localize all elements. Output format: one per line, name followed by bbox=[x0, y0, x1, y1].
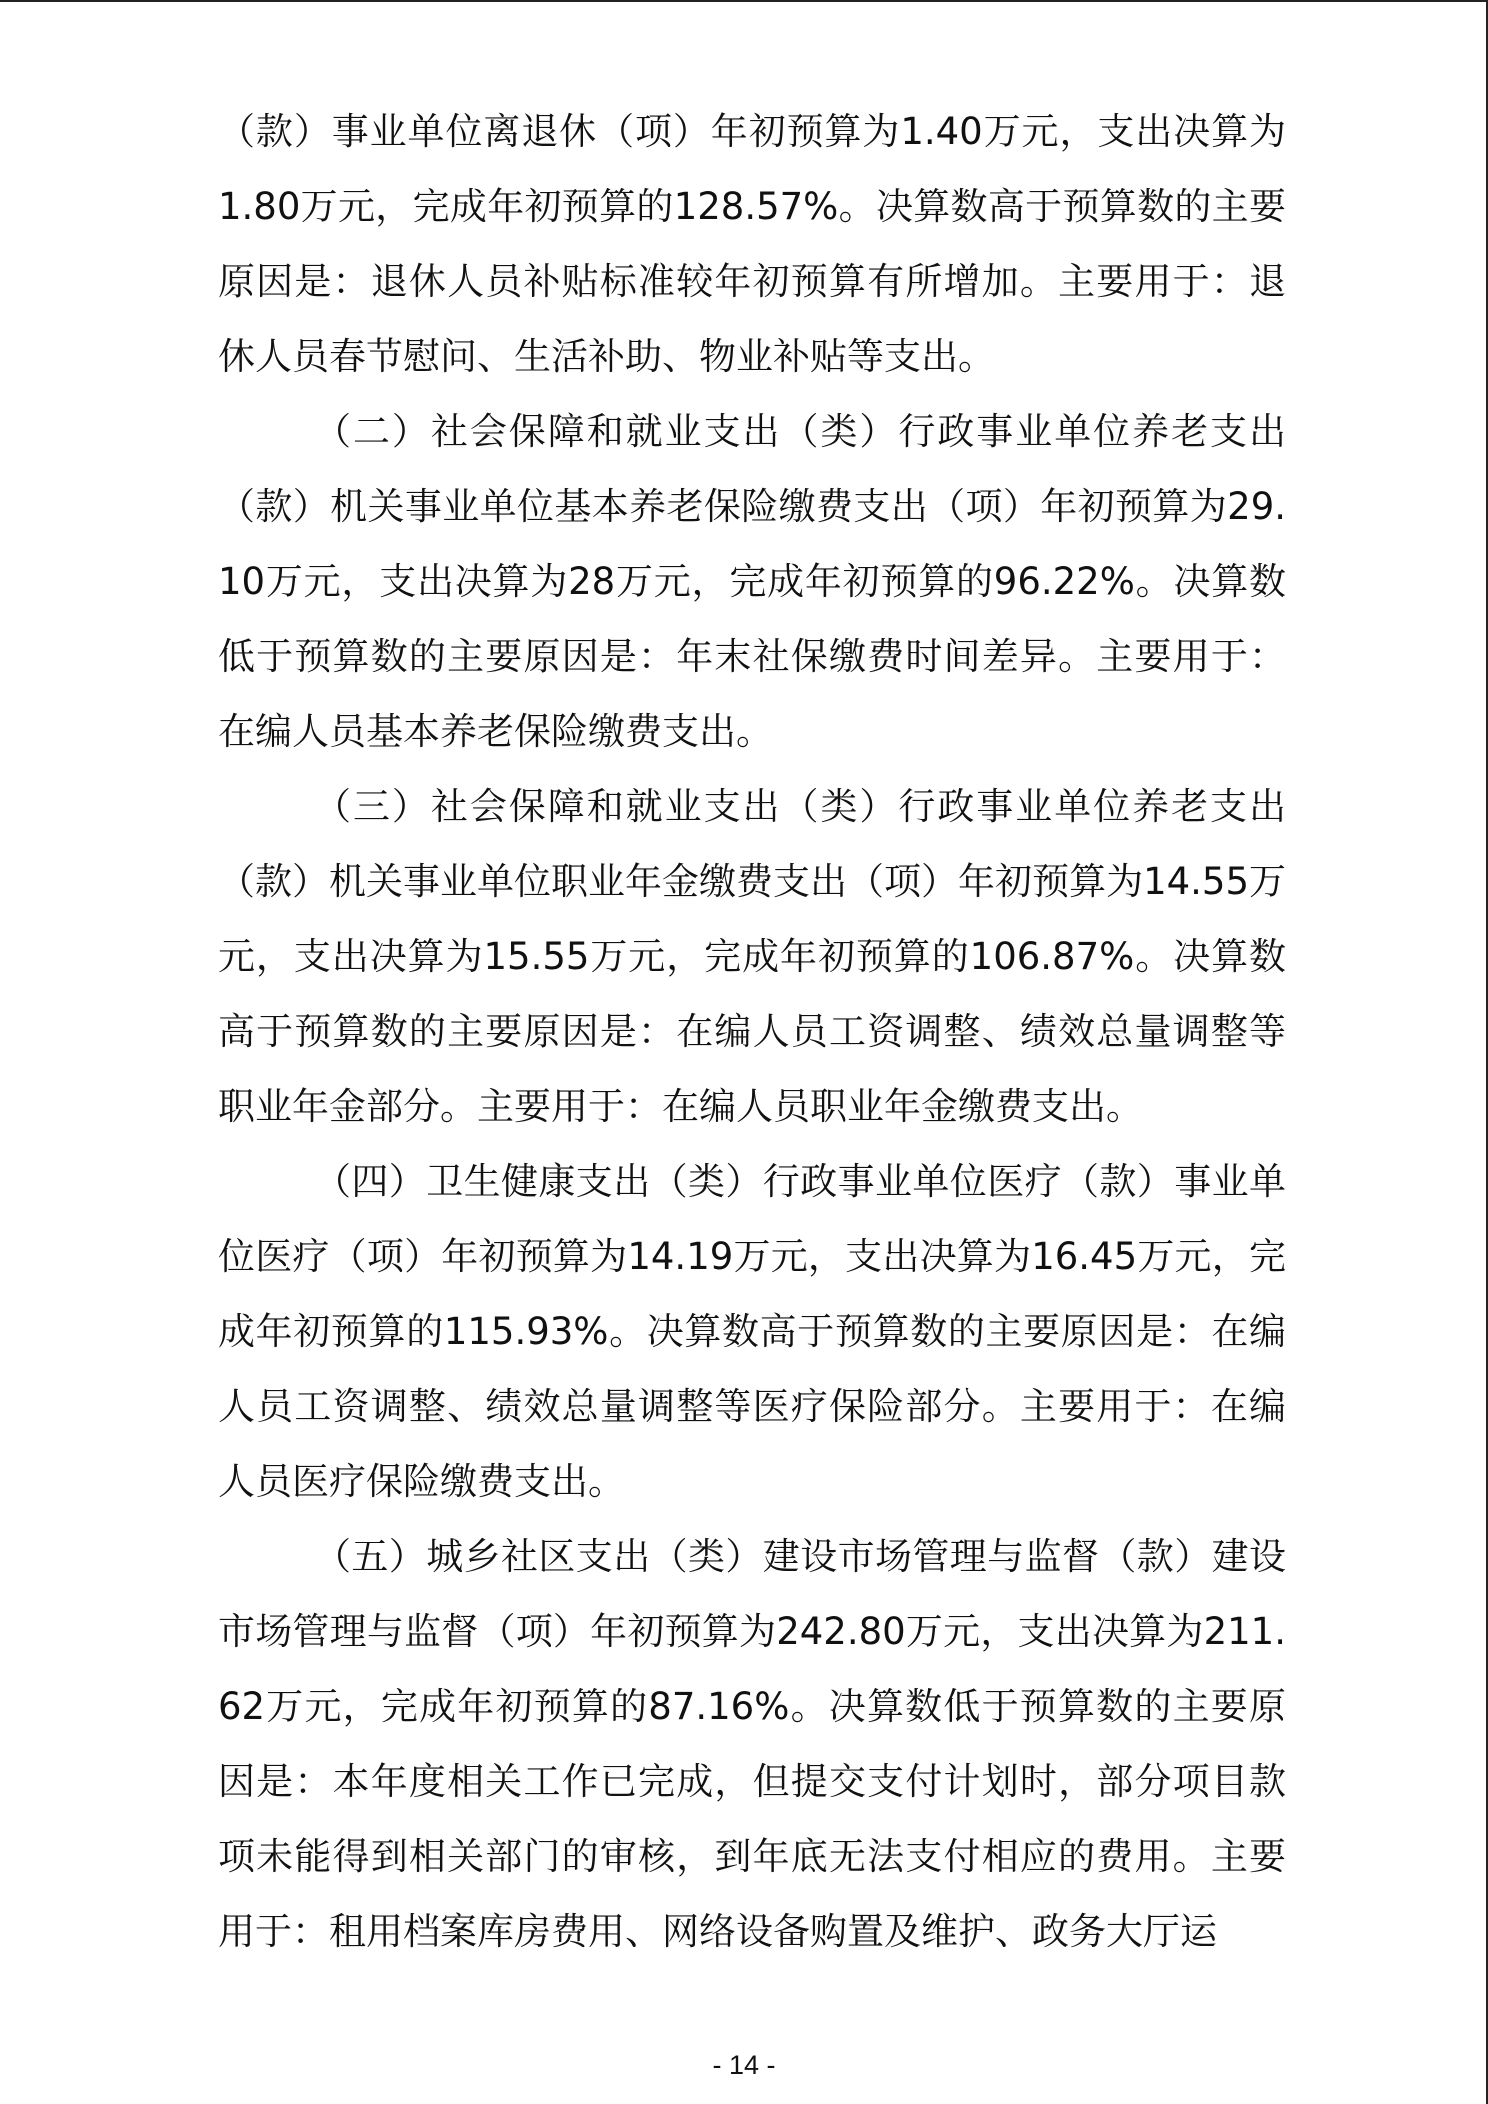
paragraph-medical-insurance: （四）卫生健康支出（类）行政事业单位医疗（款）事业单位医疗（项）年初预算为14.19万元，支出决算为16.45万元，完成年初预算的115.93%。决算数高于预算数的主要原因是：在编人员工资调整、绩效总量调整等医疗保险部分。主要用于：在编人员医疗保险缴费支出。 bbox=[218, 1160, 1286, 1503]
paragraph-occupational-annuity: （三）社会保障和就业支出（类）行政事业单位养老支出（款）机关事业单位职业年金缴费支出（项）年初预算为14.55万元，支出决算为15.55万元，完成年初预算的106.87%。决算数高于预算数的主要原因是：在编人员工资调整、绩效总量调整等职业年金部分。主要用于：在编人员职业年金缴费支出。 bbox=[218, 785, 1286, 1128]
document-body bbox=[218, 94, 1286, 1969]
paragraph-retirement: （款）事业单位离退休（项）年初预算为1.40万元，支出决算为1.80万元，完成年初预算的128.57%。决算数高于预算数的主要原因是：退休人员补贴标准较年初预算有所增加。主要用于：退休人员春节慰问、生活补助、物业补贴等支出。 bbox=[218, 110, 1286, 378]
paragraph-basic-pension: （二）社会保障和就业支出（类）行政事业单位养老支出（款）机关事业单位基本养老保险缴费支出（项）年初预算为29.10万元，支出决算为28万元，完成年初预算的96.22%。决算数低于预算数的主要原因是：年末社保缴费时间差异。主要用于：在编人员基本养老保险缴费支出。 bbox=[218, 410, 1286, 753]
paragraph-market-supervision: （五）城乡社区支出（类）建设市场管理与监督（款）建设市场管理与监督（项）年初预算为242.80万元，支出决算为211.62万元，完成年初预算的87.16%。决算数低于预算数的主要原因是：本年度相关工作已完成，但提交支付计划时，部分项目款项未能得到相关部门的审核，到年底无法支付相应的费用。主要用于：租用档案库房费用、网络设备购置及维护、政务大厅运 bbox=[218, 1535, 1286, 1953]
page-number: - 14 - bbox=[712, 2050, 776, 2080]
